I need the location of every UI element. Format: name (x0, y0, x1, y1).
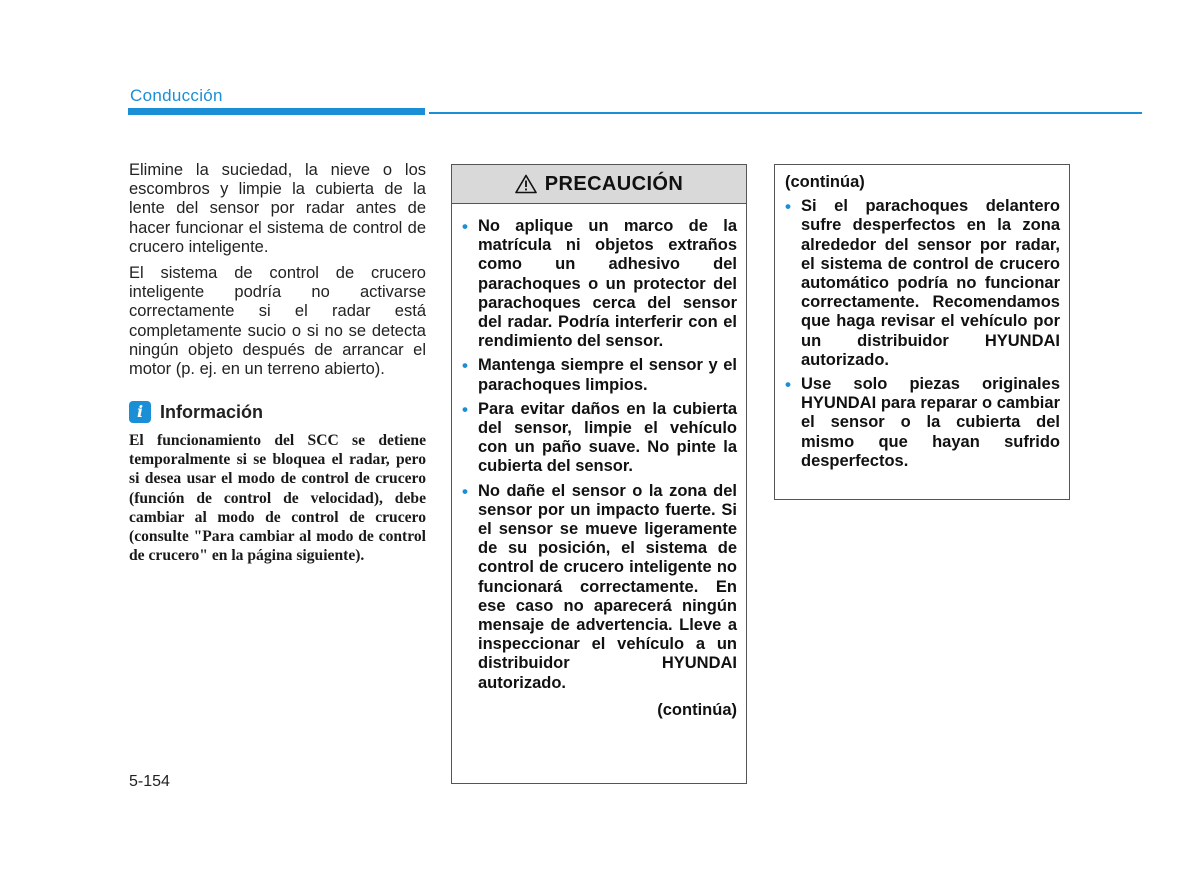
list-item (462, 400, 737, 477)
bullet-icon: • (462, 356, 468, 376)
bullet-icon: • (462, 399, 468, 419)
caution-item-text: No dañe el sensor o la zona del sensor por un impacto fuerte. Si el sensor se mueve ligeramente de su posición, el sistema de control de crucero inteligente no funcionará correctamente. En ese caso no aparecerá ningún mensaje de advertencia. Lleve a inspeccionar el vehículo a un distribuidor HYUNDAI autorizado. (478, 481, 737, 692)
section-title: Conducción (130, 86, 223, 105)
bullet-icon: • (785, 375, 791, 395)
caution-item-text: No aplique un marco de la matrícula ni objetos extraños como un adhesivo del parachoques o un protector del parachoques cerca del sensor del radar. Podría interferir con el rendimiento del sensor. (478, 217, 737, 351)
caution-box (451, 164, 747, 784)
caution-header (452, 165, 746, 204)
list-item (785, 375, 1060, 471)
caution-body (452, 204, 746, 720)
continued-box (774, 164, 1070, 500)
list-item (785, 197, 1060, 370)
continued-label: (continúa) (785, 173, 865, 191)
header-rule-thin (429, 112, 1142, 114)
caution-item-text: Para evitar daños en la cubierta del sensor, limpie el vehículo con un paño suave. No pinte la cubierta del sensor. (478, 399, 737, 476)
continued-item-text: Si el parachoques delantero sufre desperfectos en la zona alrededor del sensor por radar, el sistema de control de crucero automático podría no funcionar correctamente. Recomendamos que haga revisar el vehículo por un distribuidor HYUNDAI autorizado. (801, 197, 1060, 369)
paragraph-radar-dirty: El sistema de control de crucero inteligente podría no activarse correctamente si el radar está completamente sucio o si no se detecta ningún objeto después de arrancar el motor (p. ej. en un terreno abierto). (129, 264, 426, 379)
bullet-icon: • (785, 197, 791, 217)
info-title: Información (160, 401, 264, 422)
continued-list (785, 197, 1060, 471)
info-badge-letter: i (136, 402, 144, 422)
warning-triangle-icon (515, 174, 537, 194)
page-number: 5-154 (129, 773, 170, 790)
caution-title: PRECAUCIÓN (544, 172, 684, 195)
paragraph-clean-sensor: Elimine la suciedad, la nieve o los escombros y limpie la cubierta de la lente del sensor por radar antes de hacer funcionar el sistema de control de crucero inteligente. (129, 161, 426, 256)
bullet-icon: • (462, 481, 468, 501)
continued-item-text: Use solo piezas originales HYUNDAI para reparar o cambiar el sensor o la cubierta del mismo que hayan sufrido desperfectos. (801, 375, 1060, 470)
list-item (462, 482, 737, 693)
caution-list (462, 217, 737, 693)
list-item (462, 217, 737, 351)
info-body: El funcionamiento del SCC se detiene temporalmente si se bloquea el radar, pero si desea usar el modo de control de crucero (función de control de velocidad), debe cambiar al modo de control de crucero (consulte "Para cambiar al modo de control de crucero" en la página siguiente). (129, 432, 426, 564)
left-column (129, 161, 426, 565)
info-heading (129, 401, 426, 423)
caution-item-text: Mantenga siempre el sensor y el parachoques limpios. (478, 356, 737, 394)
continued-body (775, 165, 1069, 471)
list-item (462, 356, 737, 394)
header-rule-thick (128, 108, 425, 115)
bullet-icon: • (462, 217, 468, 236)
continued-note: (continúa) (657, 700, 737, 719)
info-icon (129, 401, 151, 423)
